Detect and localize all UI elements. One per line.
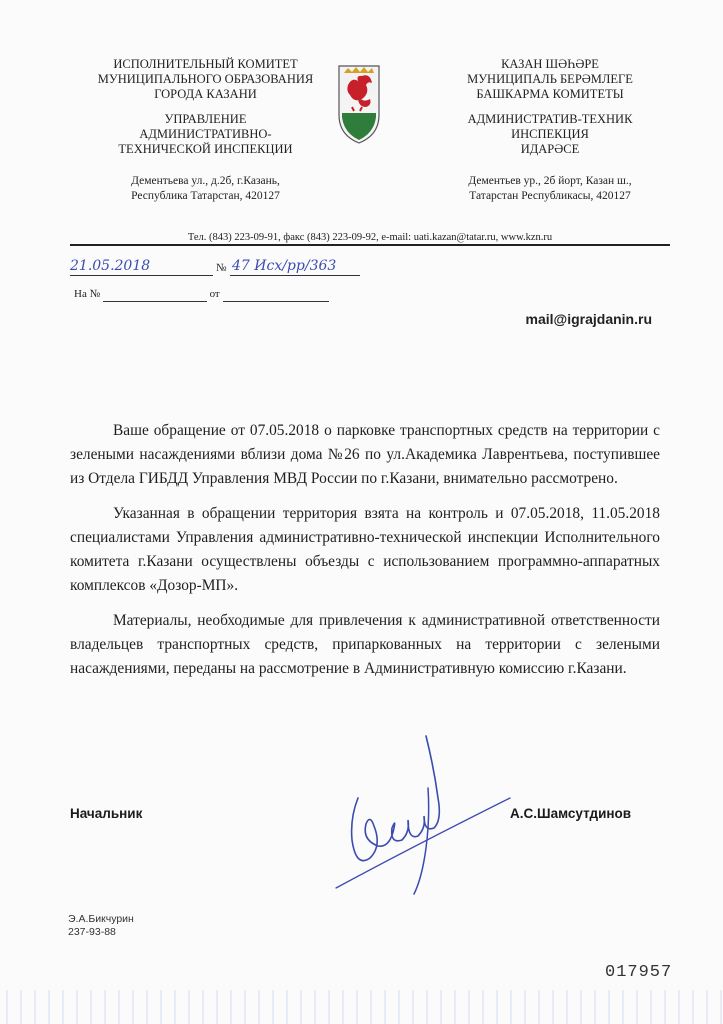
registration-line: [70, 258, 370, 276]
reference-line: [74, 288, 329, 302]
header-divider: [70, 244, 670, 246]
signatory-name: А.С.Шамсутдинов: [510, 806, 632, 821]
executor-name: Э.А.Бикчурин: [68, 913, 134, 925]
kazan-coat-of-arms-icon: [336, 63, 382, 145]
contact-info: Тел. (843) 223-09-91, факс (843) 223-09-92, e-mail: uati.kazan@tatar.ru, www.kzn.ru: [187, 232, 553, 243]
serial-number: 017957: [605, 963, 673, 982]
number-underline: [230, 275, 360, 276]
org-line: ИСПОЛНИТЕЛЬНЫЙ КОМИТЕТ: [113, 57, 298, 71]
dept-line: ТЕХНИЧЕСКОЙ ИНСПЕКЦИИ: [118, 142, 293, 156]
org-line: МУНИЦИПАЛЬНОГО ОБРАЗОВАНИЯ: [97, 72, 314, 86]
address-line: Татарстан Республикасы, 420127: [469, 190, 631, 202]
dept-line: ИДАРӘСЕ: [520, 142, 580, 156]
header-left-block: [78, 57, 333, 204]
letter-body: [70, 419, 660, 692]
dept-line: УПРАВЛЕНИЕ: [164, 112, 247, 126]
header-right-block: [425, 57, 675, 204]
body-paragraph: Материалы, необходимые для привлечения к административной ответственности владельцев транспортных средств, припаркованных на территории с зелеными насаждениями, переданы на рассмотрение в Административную комиссию г.Казани.: [70, 612, 660, 677]
registration-date: 21.05.2018: [70, 258, 151, 274]
address-line: Республика Татарстан, 420127: [131, 190, 280, 202]
org-line: КАЗАН ШӘҺӘРЕ: [501, 57, 599, 71]
reference-date-label: от: [209, 288, 220, 300]
handwritten-signature: [330, 728, 520, 898]
body-paragraph: Указанная в обращении территория взята на контроль и 07.05.2018, 11.05.2018 специалистами Управления административно-технической инспекции Исполнительного комитета г.Казани осуществлены объезды с использованием программно-аппаратных комплексов «Дозор-МП».: [70, 505, 660, 594]
recipient-email: mail@igrajdanin.ru: [525, 311, 652, 327]
executor-phone: 237-93-88: [68, 926, 116, 938]
scan-artifact: [0, 990, 723, 1024]
signatory-title: Начальник: [70, 806, 143, 821]
reference-number-label: На №: [74, 288, 101, 300]
org-line: ГОРОДА КАЗАНИ: [154, 87, 257, 101]
address-line: Дементьев ур., 2б йорт, Казан ш.,: [468, 175, 632, 187]
registration-number: 47 Исх/рр/363: [232, 258, 337, 274]
dept-line: АДМИНИСТРАТИВНО-: [139, 127, 272, 141]
date-underline: [70, 275, 213, 276]
reference-date-blank: [223, 289, 329, 302]
address-line: Дементьева ул., д.2б, г.Казань,: [131, 175, 280, 187]
body-paragraph: Ваше обращение от 07.05.2018 о парковке транспортных средств на территории с зелеными насаждениями вблизи дома №26 по ул.Академика Лаврентьева, поступившее из Отдела ГИБДД Управления МВД России по г.Казани, внимательно рассмотрено.: [70, 422, 660, 487]
executor-info: [68, 913, 134, 939]
org-line: БАШКАРМА КОМИТЕТЫ: [476, 87, 624, 101]
org-line: МУНИЦИПАЛЬ БЕРӘМЛЕГЕ: [467, 72, 633, 86]
reference-number-blank: [103, 289, 207, 302]
dept-line: ИНСПЕКЦИЯ: [511, 127, 589, 141]
number-sign: №: [216, 262, 227, 274]
dept-line: АДМИНИСТРАТИВ-ТЕХНИК: [467, 112, 633, 126]
